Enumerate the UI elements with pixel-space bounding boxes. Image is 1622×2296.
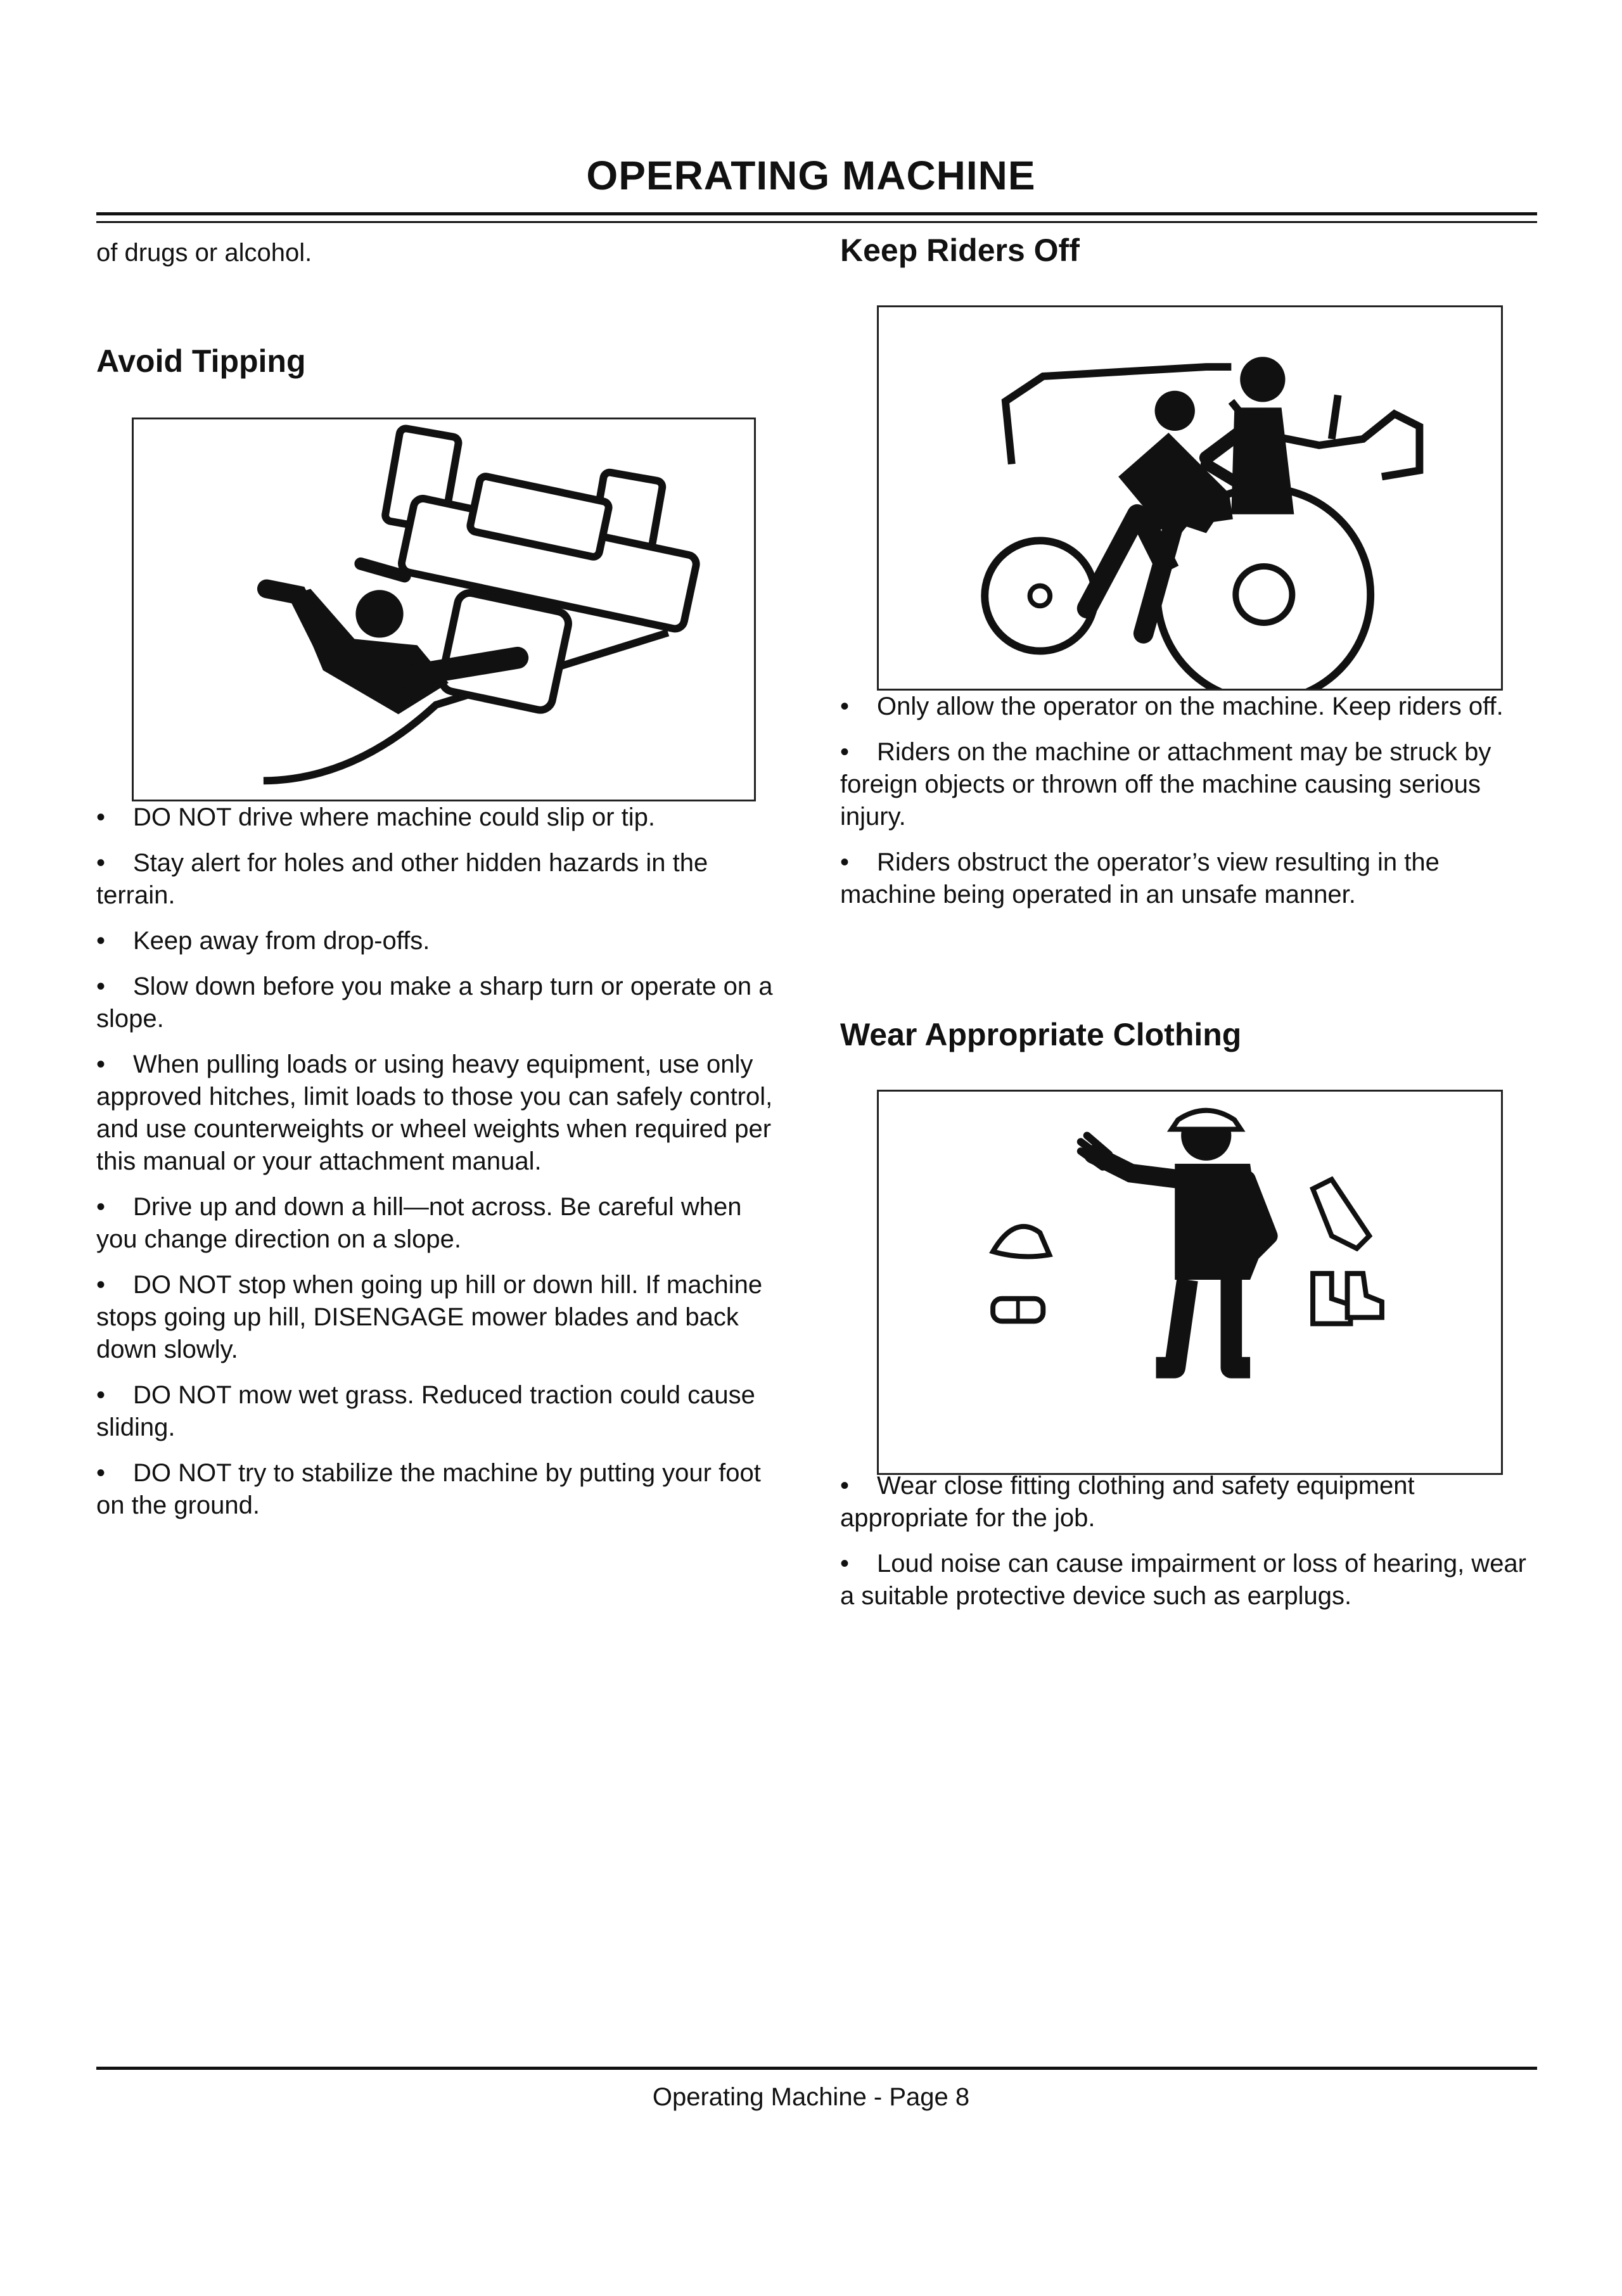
tractor-rider-figure <box>877 305 1503 691</box>
protective-clothing-icon <box>879 1092 1501 1473</box>
footer-rule <box>96 2067 1537 2070</box>
keep-riders-off-list <box>840 691 1537 924</box>
left-column <box>96 0 787 2027</box>
list-item: • Loud noise can cause impairment or loss of hearing, wear a suitable protective device such as earplugs. <box>840 1550 1526 1610</box>
section-heading-keep-riders-off: Keep Riders Off <box>840 233 1080 268</box>
page-title: OPERATING MACHINE <box>586 153 1036 198</box>
tractor-tipping-icon <box>134 419 754 800</box>
list-item: • Riders obstruct the operator’s view resulting in the machine being operated in an unsafe manner. <box>840 848 1440 909</box>
boots-icon <box>1313 1273 1382 1323</box>
list-item: • Drive up and down a hill—not across. Be careful when you change direction on a slope. <box>96 1193 742 1253</box>
avoid-tipping-list <box>96 801 787 1535</box>
list-item: • When pulling loads or using heavy equipment, use only approved hitches, limit loads to those you can safely control, and use counterweights or wheel weights when required per this manual or your attachment manual. <box>96 1050 773 1175</box>
page-footer: Operating Machine - Page 8 <box>652 2083 970 2111</box>
list-item: • DO NOT mow wet grass. Reduced traction could cause sliding. <box>96 1381 755 1441</box>
gloves-icon <box>1313 1180 1369 1249</box>
list-item: • Keep away from drop-offs. <box>96 927 430 955</box>
lead-text: of drugs or alcohol. <box>96 239 312 267</box>
list-item: • Stay alert for holes and other hidden hazards in the terrain. <box>96 849 708 909</box>
goggles-icon <box>993 1299 1043 1322</box>
section-heading-avoid-tipping: Avoid Tipping <box>96 343 306 379</box>
hard-hat-icon <box>993 1227 1049 1257</box>
list-item: • Slow down before you make a sharp turn or operate on a slope. <box>96 973 773 1033</box>
tractor-tipping-figure <box>132 418 756 801</box>
list-item: • Wear close fitting clothing and safety equipment appropriate for the job. <box>840 1472 1415 1532</box>
section-heading-wear-appropriate-clothing: Wear Appropriate Clothing <box>840 1017 1242 1052</box>
protective-clothing-figure <box>877 1090 1503 1475</box>
tractor-rider-icon <box>879 307 1501 689</box>
list-item: • Only allow the operator on the machine. Keep riders off. <box>840 692 1504 720</box>
list-item: • Riders on the machine or attachment may be struck by foreign objects or thrown off the machine causing serious injury. <box>840 738 1491 831</box>
list-item: • DO NOT drive where machine could slip or tip. <box>96 803 656 831</box>
right-column <box>840 0 1537 2027</box>
list-item: • DO NOT stop when going up hill or down hill. If machine stops going up hill, DISENGAGE mower blades and back down slowly. <box>96 1271 763 1363</box>
list-item: • DO NOT try to stabilize the machine by putting your foot on the ground. <box>96 1459 761 1519</box>
wear-clothing-list <box>840 1470 1537 1626</box>
